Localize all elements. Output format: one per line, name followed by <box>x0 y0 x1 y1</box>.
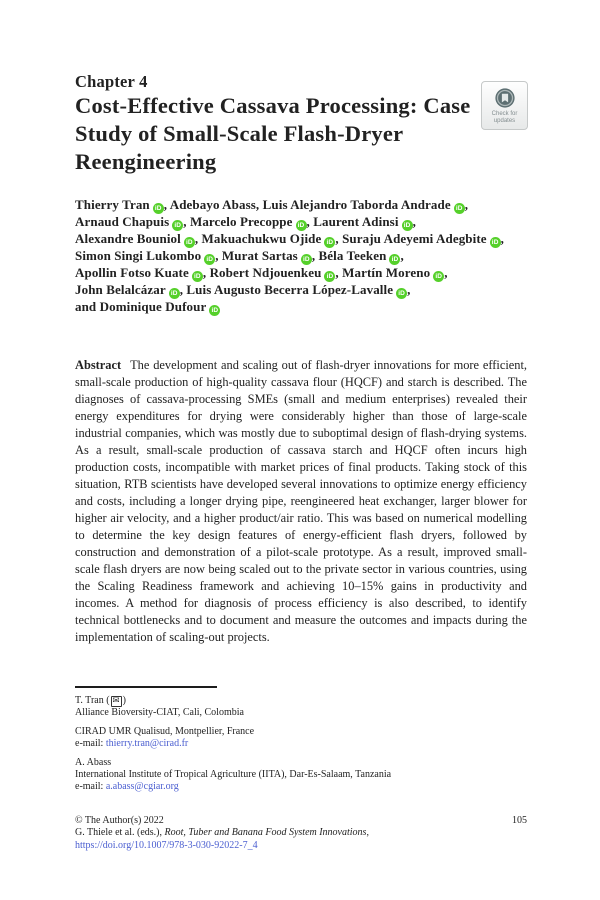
email-line <box>75 781 527 793</box>
orcid-icon[interactable]: iD <box>172 220 183 231</box>
orcid-icon[interactable]: iD <box>301 254 312 265</box>
orcid-icon[interactable]: iD <box>192 271 203 282</box>
author-name: Marcelo Precoppe <box>189 214 293 229</box>
orcid-icon[interactable]: iD <box>324 237 335 248</box>
orcid-icon[interactable]: iD <box>209 305 220 316</box>
orcid-icon[interactable]: iD <box>324 271 335 282</box>
author-line: John Belalcázar iD , Luis Augusto Becerra López-Lavalle iD , <box>75 282 411 297</box>
email-link[interactable]: a.abass@cgiar.org <box>105 781 179 793</box>
crossmark-logo-icon <box>494 87 516 109</box>
chapter-title-line: Reengineering <box>75 149 217 174</box>
orcid-icon[interactable]: iD <box>296 220 307 231</box>
check-for-updates-badge[interactable] <box>481 81 528 130</box>
abstract-text: The development and scaling out of flash-dryer innovations for more efficient, small-scale production of high-quality cassava flour (HQCF) and starch is described. The diagnoses of cassava-processing SMEs (small and medium enterprises) revealed their energy expenditures for drying were considerably higher than those of large-scale industrial companies, which was mostly due to suboptimal design of flash-drying systems. As a result, small-scale production of cassava starch and HQCF often incurs high production costs, incompatible with market prices of final products. Taking stock of this situation, RTB scientists have developed several innovations to optimize energy efficiency and costs, including a longer drying pipe, reengineered heat exchanger, larger blower for higher air velocity, and a higher product/air ratio. This was based on numerical modelling to determine the key design features of energy-efficient flash dryers, followed by construction and demonstration of a pilot-scale prototype. As a result, improved small-scale flash dryers are now being scaled out to the private sector in various countries, using the Scaling Readiness framework and achieving 10–15% gains in productivity and incomes. A method for diagnosis of process efficiency is also described, to identify technical bottlenecks and to document and measure the outcomes and impacts during the implementation of scaling-out projects. <box>75 358 527 644</box>
author-name: Arnaud Chapuis <box>75 214 170 229</box>
author-name: Apollin Fotso Kuate <box>75 265 189 280</box>
author-name: Béla Teeken <box>318 248 387 263</box>
author-footnote-name: A. Abass <box>75 756 112 768</box>
page-number: 105 <box>512 814 527 826</box>
book-reference <box>75 827 527 839</box>
orcid-icon[interactable]: iD <box>153 203 164 214</box>
author-line: Arnaud Chapuis iD , Marcelo Precoppe iD , Laurent Adinsi iD , <box>75 214 416 229</box>
book-editors: G. Thiele et al. (eds.), <box>75 827 165 839</box>
author-name: Luis Augusto Becerra López-Lavalle <box>186 282 394 297</box>
author-name: Martín Moreno <box>342 265 431 280</box>
author-list <box>75 197 535 316</box>
chapter-title <box>75 92 535 176</box>
orcid-icon[interactable]: iD <box>402 220 413 231</box>
footnote-area <box>75 686 527 858</box>
author-line: Alexandre Bouniol iD , Makuachukwu Ojide iD , Suraju Adeyemi Adegbite iD , <box>75 231 505 246</box>
chapter-title-line: Cost-Effective Cassava Processing: Case <box>75 93 471 118</box>
book-title: Root, Tuber and Banana Food System Innovations <box>164 827 367 839</box>
email-line <box>75 738 527 750</box>
author-name: Simon Singi Lukombo <box>75 248 202 263</box>
orcid-icon[interactable]: iD <box>490 237 501 248</box>
author-name: Adebayo Abass <box>169 197 256 212</box>
author-line: Simon Singi Lukombo iD , Murat Sartas iD , Béla Teeken iD , <box>75 248 404 263</box>
doi-line <box>75 840 527 852</box>
author-name: Murat Sartas <box>221 248 298 263</box>
orcid-icon[interactable]: iD <box>184 237 195 248</box>
crossmark-label-line1: Check for <box>491 111 518 117</box>
author-name: Luis Alejandro Taborda Andrade <box>262 197 451 212</box>
abstract-paragraph <box>75 357 527 646</box>
orcid-icon[interactable]: iD <box>389 254 400 265</box>
affiliation: International Institute of Tropical Agriculture (IITA), Dar-Es-Salaam, Tanzania <box>75 769 392 781</box>
author-name: Makuachukwu Ojide <box>201 231 322 246</box>
author-line <box>75 299 535 316</box>
email-label: e-mail: <box>75 738 106 750</box>
footnote-divider <box>75 686 217 688</box>
orcid-icon[interactable]: iD <box>204 254 215 265</box>
correspondence-block <box>75 695 527 720</box>
orcid-icon[interactable]: iD <box>454 203 465 214</box>
author-name: Suraju Adeyemi Adegbite <box>342 231 487 246</box>
author-name: Robert Ndjouenkeu <box>209 265 322 280</box>
correspondence-author-name: T. Tran ( <box>75 695 110 706</box>
copyright-row <box>75 815 527 827</box>
author-name: Laurent Adinsi <box>313 214 399 229</box>
orcid-icon[interactable]: iD <box>169 288 180 299</box>
abstract-label: Abstract <box>75 358 122 372</box>
second-author-block <box>75 757 527 794</box>
email-link[interactable]: thierry.tran@cirad.fr <box>105 738 189 750</box>
book-title-suffix: , <box>366 827 369 839</box>
correspondence-author-name-close: ) <box>122 695 127 706</box>
envelope-icon: ✉ <box>112 696 120 706</box>
author-name: Thierry Tran <box>75 197 150 212</box>
copyright-notice: © The Author(s) 2022 <box>75 814 164 826</box>
correspondence-affiliation2-block <box>75 726 527 751</box>
orcid-icon[interactable]: iD <box>396 288 407 299</box>
crossmark-label-line2: updates <box>493 117 516 124</box>
correspondence-author <box>75 695 527 707</box>
chapter-title-line: Study of Small-Scale Flash-Dryer <box>75 121 404 146</box>
author-name: Alexandre Bouniol <box>75 231 181 246</box>
affiliation: Alliance Bioversity-CIAT, Cali, Colombia <box>75 707 244 719</box>
author-line: Apollin Fotso Kuate iD , Robert Ndjouenkeu iD , Martín Moreno iD , <box>75 265 448 280</box>
orcid-icon[interactable]: iD <box>433 271 444 282</box>
author-name: and Dominique Dufour <box>75 299 207 314</box>
chapter-label: Chapter 4 <box>75 72 148 91</box>
crossmark-label <box>492 111 518 124</box>
imprint-block <box>75 815 527 852</box>
affiliation: CIRAD UMR Qualisud, Montpellier, France <box>75 725 255 737</box>
author-line: Thierry Tran iD , Adebayo Abass, Luis Alejandro Taborda Andrade iD , <box>75 197 469 212</box>
doi-link[interactable]: https://doi.org/10.1007/978-3-030-92022-7_4 <box>75 839 258 851</box>
author-name: John Belalcázar <box>75 282 166 297</box>
email-label: e-mail: <box>75 781 106 793</box>
